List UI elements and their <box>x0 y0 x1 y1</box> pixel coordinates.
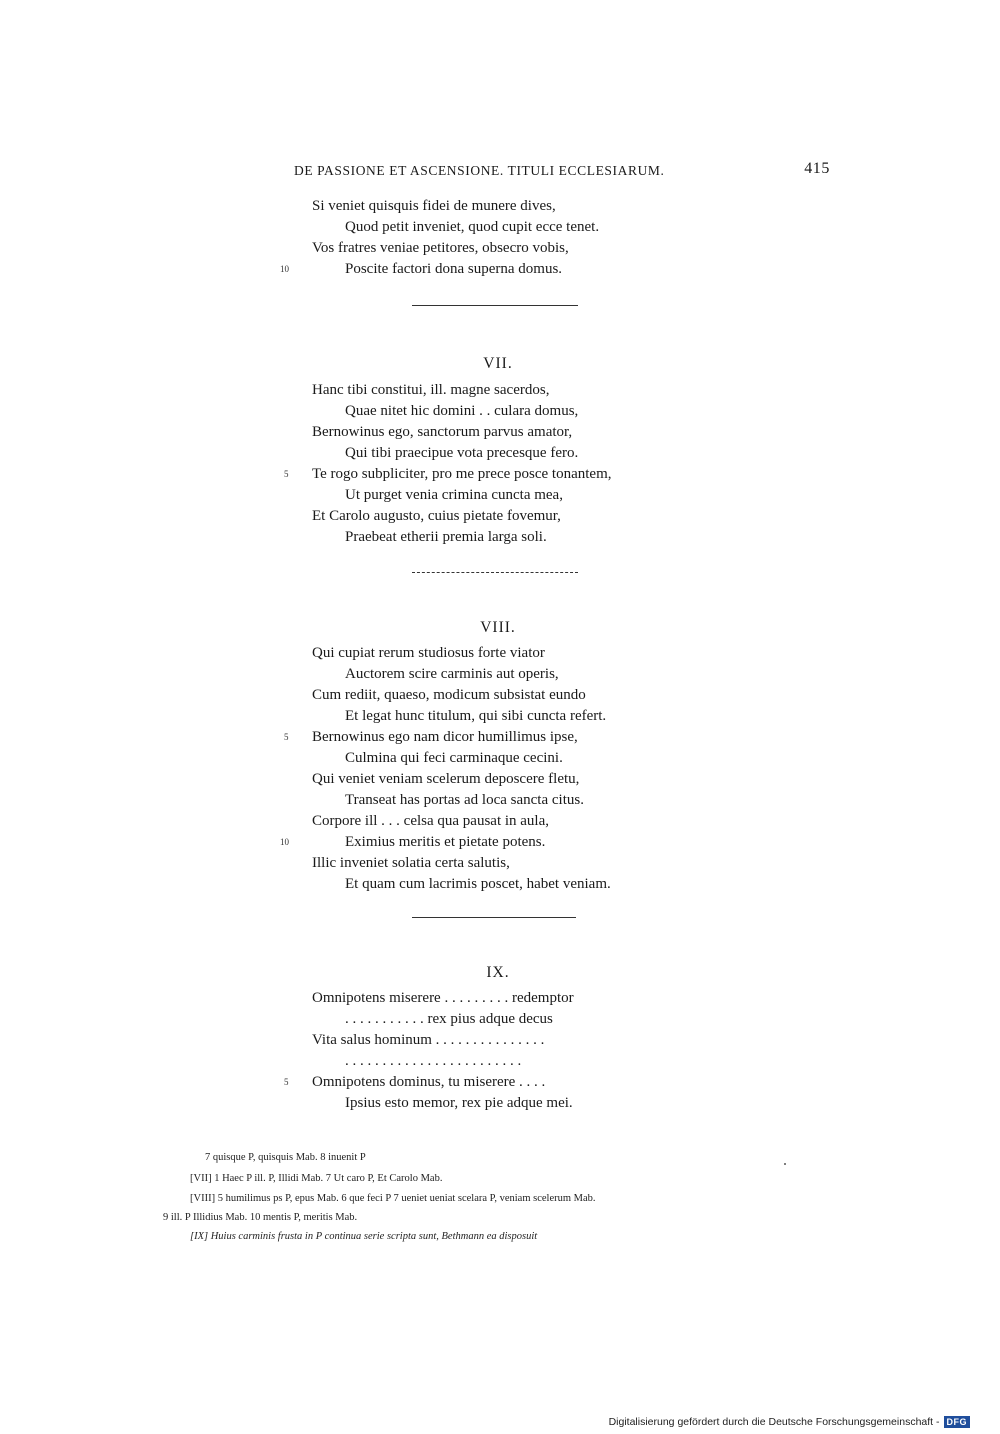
line-number: 10 <box>280 837 289 847</box>
verse-line: Omnipotens dominus, tu miserere . . . . <box>312 1074 546 1090</box>
header-title: DE PASSIONE ET ASCENSIONE. TITULI ECCLESIARUM. <box>294 163 665 178</box>
verse-line: Et quam cum lacrimis poscet, habet veniam. <box>345 876 611 892</box>
verse-line: Omnipotens miserere . . . . . . . . . redemptor <box>312 990 574 1006</box>
verse-line: . . . . . . . . . . . . . . . . . . . . . . . . <box>345 1053 522 1069</box>
verse-line: Quod petit inveniet, quod cupit ecce tenet. <box>345 219 600 235</box>
line-number: 5 <box>284 732 289 742</box>
apparatus-note: 7 quisque P, quisquis Mab. 8 inuenit P <box>205 1152 366 1163</box>
apparatus-note: [VII] 1 Haec P ill. P, Illidi Mab. 7 Ut caro P, Et Carolo Mab. <box>190 1173 443 1184</box>
section-divider <box>412 305 578 306</box>
line-number: 5 <box>284 1077 289 1087</box>
verse-line: Te rogo subpliciter, pro me prece posce tonantem, <box>312 466 612 482</box>
verse-line: Praebeat etherii premia larga soli. <box>345 529 547 545</box>
verse-line: Bernowinus ego nam dicor humillimus ipse, <box>312 729 578 745</box>
poem-heading: VII. <box>483 355 513 372</box>
line-number: 10 <box>280 264 289 274</box>
verse-line: Eximius meritis et pietate potens. <box>345 834 546 850</box>
verse-line: Qui tibi praecipue vota precesque fero. <box>345 445 579 461</box>
verse-line: Qui veniet veniam scelerum deposcere fletu, <box>312 771 580 787</box>
apparatus-note: [IX] Huius carminis frusta in P continua serie scripta sunt, Bethmann ea disposuit <box>190 1231 538 1242</box>
verse-line: Illic inveniet solatia certa salutis, <box>312 855 510 871</box>
verse-line: Si veniet quisquis fidei de munere dives, <box>312 198 556 214</box>
verse-line: Culmina qui feci carminaque cecini. <box>345 750 563 766</box>
verse-line: Vita salus hominum . . . . . . . . . . . . . . . <box>312 1032 545 1048</box>
verse-line: Ut purget venia crimina cuncta mea, <box>345 487 563 503</box>
print-speck <box>784 1163 786 1165</box>
section-divider <box>412 917 576 918</box>
verse-line: Transeat has portas ad loca sancta citus. <box>345 792 584 808</box>
verse-line: Hanc tibi constitui, ill. magne sacerdos, <box>312 382 550 398</box>
verse-line: Et Carolo augusto, cuius pietate fovemur, <box>312 508 561 524</box>
line-number: 5 <box>284 469 289 479</box>
verse-line: Qui cupiat rerum studiosus forte viator <box>312 645 545 661</box>
verse-line: Cum rediit, quaeso, modicum subsistat eundo <box>312 687 586 703</box>
poem-heading: VIII. <box>480 619 516 636</box>
digitization-credit <box>609 1414 970 1430</box>
verse-line: Corpore ill . . . celsa qua pausat in aula, <box>312 813 550 829</box>
verse-line: Quae nitet hic domini . . cularа domus, <box>345 403 579 419</box>
running-header <box>294 160 834 182</box>
verse-line: Poscite factori dona superna domus. <box>345 261 563 277</box>
verse-line: Ipsius esto memor, rex pie adque mei. <box>345 1095 573 1111</box>
apparatus-note: [VIII] 5 humilimus ps P, epus Mab. 6 que feci P 7 ueniet ueniat scelara P, veniam scelerum Mab. <box>190 1193 596 1204</box>
verse-line: Et legat hunc titulum, qui sibi cuncta refert. <box>345 708 607 724</box>
poem-heading: IX. <box>486 964 510 981</box>
section-divider <box>412 572 578 573</box>
dfg-logo: DFG <box>944 1416 971 1428</box>
verse-line: Bernowinus ego, sanctorum parvus amator, <box>312 424 573 440</box>
verse-line: Vos fratres veniae petitores, obsecro vobis, <box>312 240 569 256</box>
page-number: 415 <box>804 160 830 177</box>
verse-line: . . . . . . . . . . . rex pius adque decus <box>345 1011 553 1027</box>
credit-text: Digitalisierung gefördert durch die Deutsche Forschungsgemeinschaft - <box>608 1416 940 1428</box>
verse-line: Auctorem scire carminis aut operis, <box>345 666 559 682</box>
apparatus-note: 9 ill. P Illidius Mab. 10 mentis P, meritis Mab. <box>163 1212 358 1223</box>
